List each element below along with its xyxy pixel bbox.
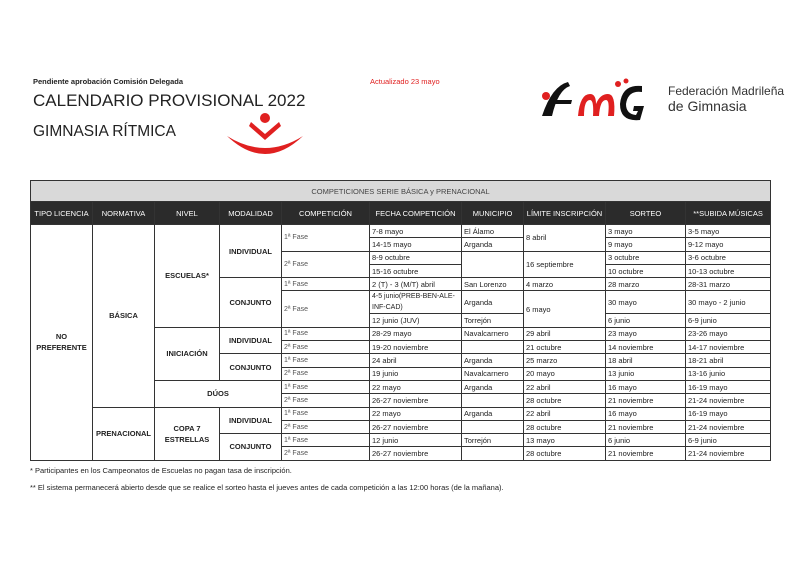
col-header: **SUBIDA MÚSICAS bbox=[686, 202, 771, 225]
cell-music: 10-13 octubre bbox=[686, 264, 771, 277]
modalidad-individual: INDIVIDUAL bbox=[220, 225, 282, 278]
cell-draw: 21 noviembre bbox=[606, 394, 686, 407]
cell-music: 6-9 junio bbox=[686, 314, 771, 327]
cell-town bbox=[462, 341, 524, 354]
cell-music: 16-19 mayo bbox=[686, 407, 771, 420]
modalidad-individual: INDIVIDUAL bbox=[220, 407, 282, 434]
cell-town: Navalcarnero bbox=[462, 367, 524, 380]
cell-deadline: 28 octubre bbox=[524, 420, 606, 433]
footnote-2: ** El sistema permanecerá abierto desde que se realice el sorteo hasta el jueves antes de cada competición a las 12:00 horas (de la mañana). bbox=[30, 483, 504, 492]
cell-draw: 16 mayo bbox=[606, 380, 686, 393]
phase: 1ª Fase bbox=[282, 354, 370, 367]
cell-deadline: 22 abril bbox=[524, 380, 606, 393]
nivel-iniciacion: INICIACIÓN bbox=[155, 327, 220, 380]
col-header: NORMATIVA bbox=[93, 202, 155, 225]
cell-date: 24 abril bbox=[370, 354, 462, 367]
cell-date: 26-27 noviembre bbox=[370, 394, 462, 407]
cell-date: 26-27 noviembre bbox=[370, 420, 462, 433]
licence-type: NO PREFERENTE bbox=[31, 225, 93, 461]
cell-music: 28-31 marzo bbox=[686, 278, 771, 291]
cell-town: Arganda bbox=[462, 291, 524, 314]
cell-draw: 21 noviembre bbox=[606, 447, 686, 460]
cell-town bbox=[462, 447, 524, 460]
phase: 2ª Fase bbox=[282, 394, 370, 407]
cell-draw: 23 mayo bbox=[606, 327, 686, 340]
cell-deadline: 29 abril bbox=[524, 327, 606, 340]
cell-deadline: 25 marzo bbox=[524, 354, 606, 367]
cell-deadline: 8 abril bbox=[524, 225, 606, 252]
cell-music: 6-9 junio bbox=[686, 434, 771, 447]
cell-deadline: 16 septiembre bbox=[524, 251, 606, 278]
cell-music: 23-26 mayo bbox=[686, 327, 771, 340]
approval-note: Pendiente aprobación Comisión Delegada bbox=[33, 77, 184, 86]
cell-music: 13-16 junio bbox=[686, 367, 771, 380]
cell-music: 30 mayo - 2 junio bbox=[686, 291, 771, 314]
nivel-escuelas: ESCUELAS* bbox=[155, 225, 220, 328]
cell-music: 3-5 mayo bbox=[686, 225, 771, 238]
competition-series-band: COMPETICIONES SERIE BÁSICA y PRENACIONAL bbox=[31, 181, 771, 202]
cell-draw: 21 noviembre bbox=[606, 420, 686, 433]
footnote-1: * Participantes en los Campeonatos de Escuelas no pagan tasa de inscripción. bbox=[30, 466, 292, 475]
cell-town: Navalcarnero bbox=[462, 327, 524, 340]
cell-date: 22 mayo bbox=[370, 407, 462, 420]
federation-name-line1: Federación Madrileña bbox=[668, 84, 785, 98]
page-subtitle: GIMNASIA RÍTMICA bbox=[33, 123, 176, 140]
cell-deadline: 20 mayo bbox=[524, 367, 606, 380]
phase: 2ª Fase bbox=[282, 420, 370, 433]
cell-date: 12 junio (JUV) bbox=[370, 314, 462, 327]
cell-town: Arganda bbox=[462, 380, 524, 393]
cell-date: 14-15 mayo bbox=[370, 238, 462, 251]
cell-music: 14-17 noviembre bbox=[686, 341, 771, 354]
cell-date: 26-27 noviembre bbox=[370, 447, 462, 460]
modalidad-conjunto: CONJUNTO bbox=[220, 434, 282, 461]
table-row bbox=[31, 225, 771, 238]
modalidad-conjunto: CONJUNTO bbox=[220, 354, 282, 381]
modalidad-individual: INDIVIDUAL bbox=[220, 327, 282, 354]
cell-date: 28-29 mayo bbox=[370, 327, 462, 340]
cell-town: San Lorenzo bbox=[462, 278, 524, 291]
col-header: TIPO LICENCIA bbox=[31, 202, 93, 225]
cell-deadline: 22 abril bbox=[524, 407, 606, 420]
phase: 2ª Fase bbox=[282, 367, 370, 380]
cell-draw: 28 marzo bbox=[606, 278, 686, 291]
cell-music: 3-6 octubre bbox=[686, 251, 771, 264]
cell-draw: 3 octubre bbox=[606, 251, 686, 264]
cell-draw: 13 junio bbox=[606, 367, 686, 380]
table-row bbox=[31, 407, 771, 420]
cell-town: Torrejón bbox=[462, 314, 524, 327]
cell-town: Arganda bbox=[462, 238, 524, 251]
cell-deadline: 28 octubre bbox=[524, 447, 606, 460]
federation-name-line2: de Gimnasia bbox=[668, 98, 747, 114]
cell-town bbox=[462, 394, 524, 407]
cell-date: 12 junio bbox=[370, 434, 462, 447]
cell-town: Arganda bbox=[462, 407, 524, 420]
rhythmic-gymnastics-icon bbox=[225, 110, 305, 158]
cell-town: El Álamo bbox=[462, 225, 524, 238]
cell-draw: 9 mayo bbox=[606, 238, 686, 251]
cell-draw: 3 mayo bbox=[606, 225, 686, 238]
col-header: LÍMITE INSCRIPCIÓN bbox=[524, 202, 606, 225]
cell-music: 9-12 mayo bbox=[686, 238, 771, 251]
col-header: MUNICIPIO bbox=[462, 202, 524, 225]
cell-music: 16-19 mayo bbox=[686, 380, 771, 393]
cell-date: 2 (T) - 3 (M/T) abril bbox=[370, 278, 462, 291]
phase: 1ª Fase bbox=[282, 278, 370, 291]
col-header: SORTEO bbox=[606, 202, 686, 225]
nivel-duos: DÚOS bbox=[155, 380, 282, 407]
cell-draw: 10 octubre bbox=[606, 264, 686, 277]
cell-draw: 30 mayo bbox=[606, 291, 686, 314]
cell-date: 19 junio bbox=[370, 367, 462, 380]
page-title: CALENDARIO PROVISIONAL 2022 bbox=[33, 91, 306, 110]
calendar-table bbox=[30, 180, 771, 461]
cell-draw: 18 abril bbox=[606, 354, 686, 367]
phase: 1ª Fase bbox=[282, 407, 370, 420]
cell-draw: 6 junio bbox=[606, 314, 686, 327]
phase: 2ª Fase bbox=[282, 341, 370, 354]
cell-deadline: 4 marzo bbox=[524, 278, 606, 291]
phase: 2ª Fase bbox=[282, 251, 370, 278]
cell-deadline: 21 octubre bbox=[524, 341, 606, 354]
cell-date: 8-9 octubre bbox=[370, 251, 462, 264]
phase: 2ª Fase bbox=[282, 447, 370, 460]
normativa-basica: BÁSICA bbox=[93, 225, 155, 408]
phase: 1ª Fase bbox=[282, 327, 370, 340]
cell-date: 22 mayo bbox=[370, 380, 462, 393]
cell-date: 7-8 mayo bbox=[370, 225, 462, 238]
cell-deadline: 6 mayo bbox=[524, 291, 606, 327]
phase: 2ª Fase bbox=[282, 291, 370, 327]
col-header: FECHA COMPETICIÓN bbox=[370, 202, 462, 225]
cell-town bbox=[462, 420, 524, 433]
cell-draw: 14 noviembre bbox=[606, 341, 686, 354]
nivel-copa: COPA 7 ESTRELLAS bbox=[155, 407, 220, 460]
col-header: MODALIDAD bbox=[220, 202, 282, 225]
phase: 1ª Fase bbox=[282, 225, 370, 252]
modalidad-conjunto: CONJUNTO bbox=[220, 278, 282, 328]
cell-date: 4-5 junio(PREB-BEN-ALE-INF-CAD) bbox=[370, 291, 462, 314]
col-header: COMPETICIÓN bbox=[282, 202, 370, 225]
cell-music: 21-24 noviembre bbox=[686, 420, 771, 433]
cell-date: 19-20 noviembre bbox=[370, 341, 462, 354]
cell-date: 15-16 octubre bbox=[370, 264, 462, 277]
cell-deadline: 28 octubre bbox=[524, 394, 606, 407]
updated-note: Actualizado 23 mayo bbox=[370, 77, 440, 86]
federation-name bbox=[668, 84, 784, 114]
cell-music: 18-21 abril bbox=[686, 354, 771, 367]
cell-music: 21-24 noviembre bbox=[686, 394, 771, 407]
phase: 1ª Fase bbox=[282, 380, 370, 393]
cell-town: Torrejón bbox=[462, 434, 524, 447]
cell-deadline: 13 mayo bbox=[524, 434, 606, 447]
normativa-prenacional: PRENACIONAL bbox=[93, 407, 155, 460]
phase: 1ª Fase bbox=[282, 434, 370, 447]
cell-draw: 16 mayo bbox=[606, 407, 686, 420]
cell-music: 21-24 noviembre bbox=[686, 447, 771, 460]
cell-town bbox=[462, 251, 524, 278]
fmg-logo-mark bbox=[538, 76, 668, 128]
col-header: NIVEL bbox=[155, 202, 220, 225]
cell-draw: 6 junio bbox=[606, 434, 686, 447]
cell-town: Arganda bbox=[462, 354, 524, 367]
